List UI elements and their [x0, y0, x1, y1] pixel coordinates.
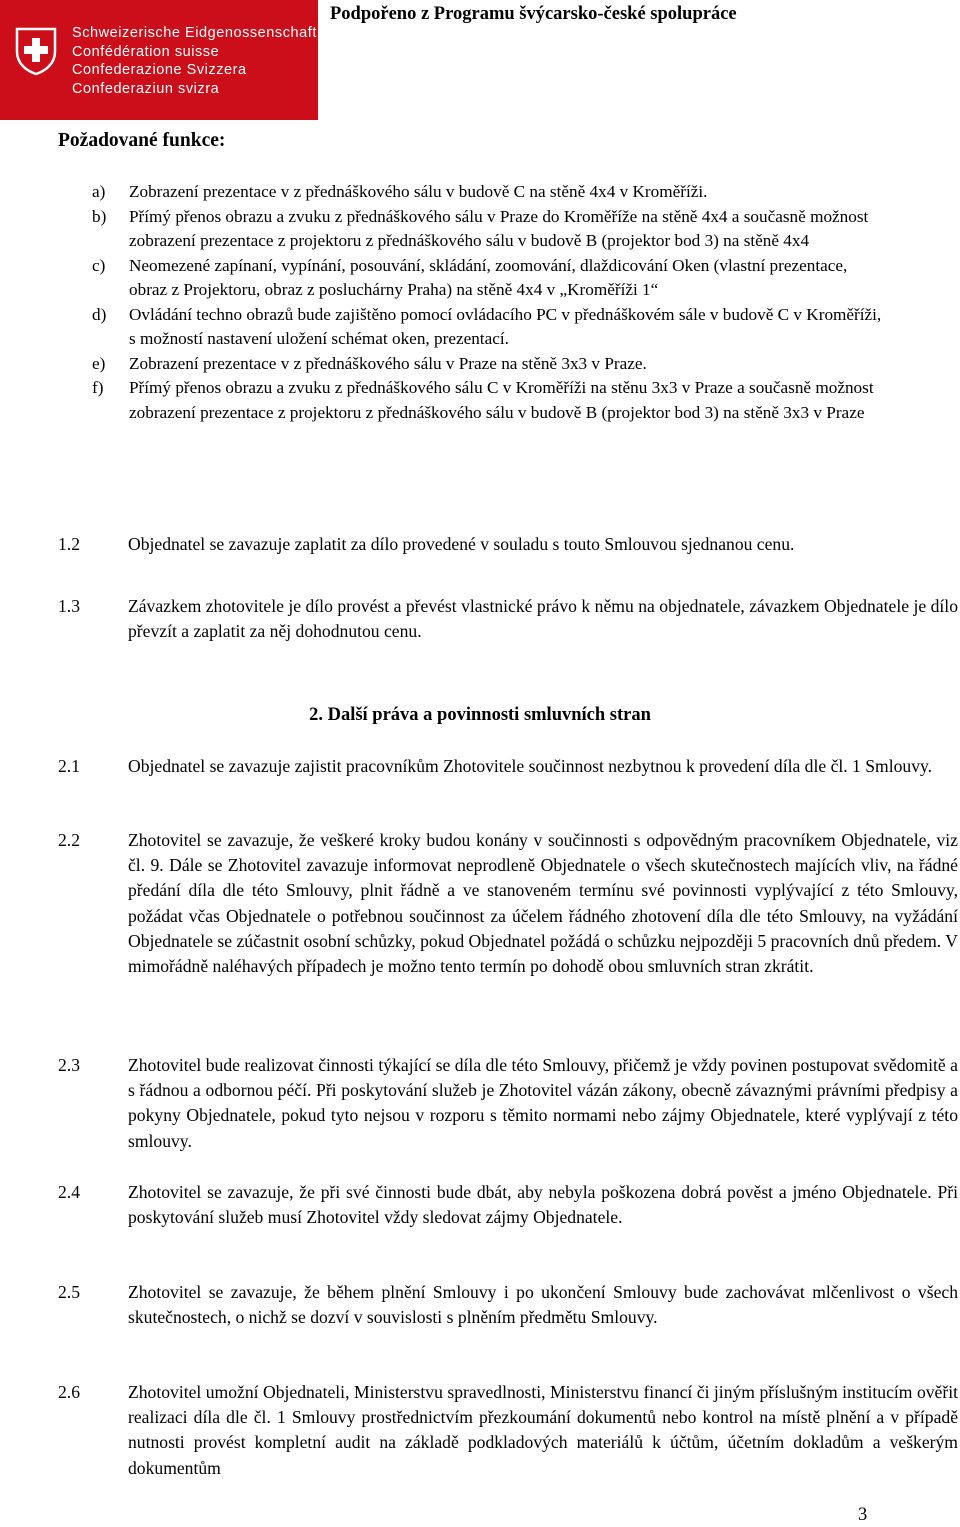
page-number: 3 [858, 1505, 868, 1525]
clause-number: 1.2 [58, 534, 80, 554]
swiss-shield-icon [14, 26, 58, 76]
clause-2-5 [58, 1280, 958, 1330]
clause-text: Objednatel se zavazuje zaplatit za dílo provedené v souladu s touto Smlouvou sjednanou cenu. [128, 534, 795, 554]
list-item-text: Zobrazení prezentace v z přednáškového sálu v budově C na stěně 4x4 v Kroměříži. [129, 182, 708, 201]
banner-line-french: Confédération suisse [72, 43, 220, 60]
clause-number: 2.5 [58, 1282, 80, 1302]
list-item-label: e) [92, 353, 106, 373]
clause-1-3 [58, 594, 958, 644]
function-item-c [92, 254, 882, 303]
list-item-label: d) [92, 304, 107, 324]
clause-number: 2.1 [58, 756, 80, 776]
clause-1-2 [58, 532, 958, 557]
list-item-text: Přímý přenos obrazu a zvuku z přednáškového sálu v Praze do Kroměříže na stěně 4x4 a současně možnost zobrazení prezentace z projektoru z přednáškového sálu v budově B (projektor bod 3) na stěně 4x4 [129, 206, 869, 250]
function-item-b [92, 205, 882, 254]
clause-text: Zhotovitel se zavazuje, že během plnění Smlouvy i po ukončení Smlouvy bude zachovávat mlčenlivost o všech skutečnostech, o nichž se dozví v souvislosti s plněním předmětu Smlouvy. [128, 1282, 958, 1328]
clause-number: 2.6 [58, 1382, 80, 1402]
clause-text: Zhotovitel se zavazuje, že při své činnosti bude dbát, aby nebyla poškozena dobrá pověst a jméno Objednatele. Při poskytování služeb musí Zhotovitel vždy sledovat zájmy Objednatele. [128, 1182, 958, 1228]
clause-2-2 [58, 828, 958, 979]
clause-number: 2.3 [58, 1055, 80, 1075]
list-item-label: c) [92, 255, 106, 275]
clause-text: Zhotovitel bude realizovat činnosti týkající se díla dle této Smlouvy, přičemž je vždy povinen postupovat svědomitě a s řádnou a odbornou péčí. Při poskytování služeb je Zhotovitel vázán zákony, obecně závaznými právními předpisy a pokyny Objednatele, pokud tyto nejsou v rozporu s těmito normami nebo zájmy Objednatele, které vyplývají z této smlouvy. [128, 1055, 958, 1151]
banner-line-romansh: Confederaziun svizra [72, 80, 220, 97]
clause-number: 1.3 [58, 596, 80, 616]
swiss-confederation-logo [0, 0, 318, 120]
clause-2-6 [58, 1380, 958, 1481]
support-note: Podpořeno z Programu švýcarsko-české spolupráce [330, 4, 737, 24]
clause-number: 2.4 [58, 1182, 80, 1202]
list-item-label: f) [92, 378, 104, 397]
function-item-d [92, 303, 882, 352]
banner-line-german: Schweizerische Eidgenossenschaft [72, 25, 317, 41]
confederation-names [72, 24, 317, 98]
section-2-title [0, 705, 960, 726]
functions-list [92, 180, 882, 425]
clause-number: 2.2 [58, 830, 80, 850]
list-item-text: Ovládání techno obrazů bude zajištěno pomocí ovládacího PC v přednáškovém sále v budově C v Kroměříži, s možností nastavení uložení schémat oken, prezentací. [129, 304, 882, 348]
function-item-f [92, 376, 882, 425]
function-item-e [92, 352, 882, 377]
clause-2-3 [58, 1053, 958, 1154]
list-item-text: Zobrazení prezentace v z přednáškového sálu v Praze na stěně 3x3 v Praze. [129, 353, 647, 373]
list-item-label: b) [92, 206, 107, 226]
clause-text: Zhotovitel umožní Objednateli, Ministerstvu spravedlnosti, Ministerstvu financí či jiným příslušným institucím ověřit realizaci díla dle čl. 1 Smlouvy prostřednictvím přezkoumání dokumentů nebo kontrol na místě plnění a v případě nutnosti provést kompletní audit na základě podkladových materiálů k účtům, účetním dokladům a veškerým dokumentům [128, 1382, 958, 1478]
function-item-a [92, 180, 882, 205]
clause-text: Zhotovitel se zavazuje, že veškeré kroky budou konány v součinnosti s odpovědným pracovníkem Objednatele, viz čl. 9. Dále se Zhotovitel zavazuje informovat neprodleně Objednatele o všech skutečnostech majících vliv, na řádné předání díla dle této Smlouvy, plnit řádně a ve stanoveném termínu své povinnosti vyplývající z této Smlouvy, požádat včas Objednatele o potřebnou součinnost za účelem řádného zhotovení díla dle této Smlouvy, na vyžádání Objednatele se zúčastnit osobní schůzky, pokud Objednatel požádá o schůzku nejpozději 5 pracovních dnů předem. V mimořádně naléhavých případech je možno tento termín po dohodě obou smluvních stran zkrátit. [128, 830, 958, 977]
clause-text: Objednatel se zavazuje zajistit pracovníkům Zhotovitele součinnost nezbytnou k provedení díla dle čl. 1 Smlouvy. [128, 756, 933, 776]
clause-text: Závazkem zhotovitele je dílo provést a převést vlastnické právo k němu na objednatele, závazkem Objednatele je dílo převzít a zaplatit za něj dohodnutou cenu. [128, 596, 958, 642]
section-title-text: 2. Další práva a povinnosti smluvních stran [309, 705, 651, 725]
list-item-label: a) [92, 182, 106, 201]
list-item-text: Přímý přenos obrazu a zvuku z přednáškového sálu C v Kroměříži na stěnu 3x3 v Praze a současně možnost zobrazení prezentace z projektoru z přednáškového sálu v budově B (projektor bod 3) na stěně 3x3 v Praze [129, 378, 874, 422]
list-item-text: Neomezené zapínaní, vypínání, posouvání, skládání, zoomování, dlaždicování Oken (vlastní prezentace, obraz z Projektoru, obraz z posluchárny Praha) na stěně 4x4 v „Kroměříži 1“ [129, 255, 848, 299]
functions-heading: Požadované funkce: [58, 130, 226, 151]
clause-2-4 [58, 1180, 958, 1230]
clause-2-1 [58, 754, 958, 779]
banner-line-italian: Confederazione Svizzera [72, 62, 247, 79]
